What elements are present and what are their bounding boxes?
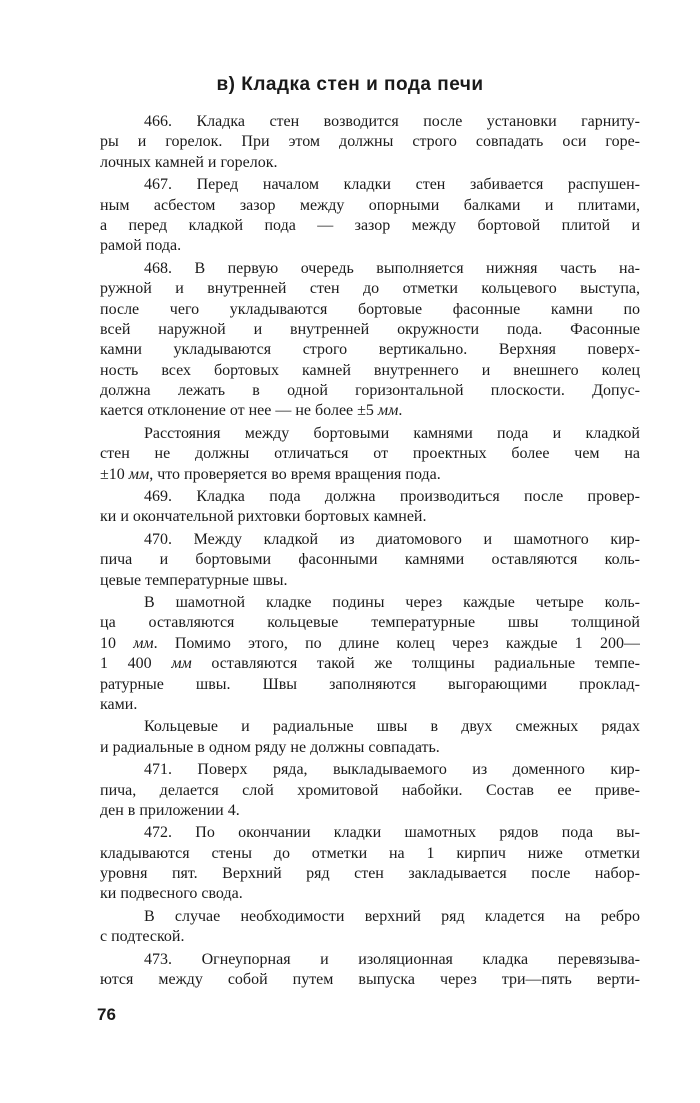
text-line: В шамотной кладке подины через каждые четыре коль- [144,593,640,611]
text-line: камни укладываются строго вертикально. Верхняя поверх- [100,341,640,359]
text-line: Расстояния между бортовыми камнями пода и кладкой [144,424,640,442]
text-line: 469. Кладка пода должна производиться после провер- [144,488,640,506]
page-number: 76 [97,1005,116,1024]
text-line: уровня пят. Верхний ряд стен закладывается после набор- [100,865,640,883]
text-line: после чего укладываются бортовые фасонные камни по [100,300,640,318]
body-text [100,113,640,991]
text-line: ратурные швы. Швы заполняются выгорающими проклад- [100,675,640,693]
text-line: 470. Между кладкой из диатомового и шамотного кир- [144,530,640,548]
text-line: 10 мм. Помимо этого, по длине колец через каждые 1 200— [100,634,640,652]
text-line: ются между собой путем выпуска через три—пять верти- [100,971,640,989]
text-line: 471. Поверх ряда, выкладываемого из доменного кир- [144,761,640,779]
text-line: 467. Перед началом кладки стен забивается распушен- [144,176,640,194]
text-line: и радиальные в одном ряду не должны совпадать. [100,738,440,756]
paragraph [100,176,640,258]
text-line: 472. По окончании кладки шамотных рядов пода вы- [144,824,640,842]
paragraph [100,951,640,992]
text-line: Кольцевые и радиальные швы в двух смежных рядах [144,718,640,736]
text-line: пича и бортовыми фасонными камнями оставляются коль- [100,551,640,569]
text-line: ца оставляются кольцевые температурные швы толщиной [100,614,640,632]
section-title: в) Кладка стен и пода печи [216,74,484,95]
paragraph [100,824,640,906]
paragraph [100,718,640,759]
text-line: ным асбестом зазор между опорными балками и плитами, [100,196,640,214]
text-line: 468. В первую очередь выполняется нижняя часть на- [144,259,640,277]
text-line: пича, делается слой хромитовой набойки. Состав ее приве- [100,781,640,799]
text-line: кладываются стены до отметки на 1 кирпич ниже отметки [100,844,640,862]
paragraph [100,531,640,592]
text-line: В случае необходимости верхний ряд кладется на ребро [144,907,640,925]
text-line: кается отклонение от нее — не более ±5 мм. [100,402,403,420]
text-line: ки подвесного свода. [100,885,243,903]
text-line: ки и окончательной рихтовки бортовых камней. [100,508,427,526]
text-line: ры и горелок. При этом должны строго совпадать оси горе- [100,133,640,151]
text-line: ружной и внутренней стен до отметки кольцевого выступа, [100,280,640,298]
paragraph [100,761,640,822]
paragraph [100,908,640,949]
paragraph [100,113,640,174]
text-line: с подтеской. [100,928,185,946]
paragraph [100,260,640,423]
paragraph [100,488,640,529]
text-line: цевые температурные швы. [100,571,288,589]
text-line: ками. [100,695,138,713]
text-line: ±10 мм, что проверяется во время вращения пода. [100,465,441,483]
paragraph [100,425,640,486]
text-line: всей наружной и внутренней окружности пода. Фасонные [100,320,640,338]
text-line: 1 400 мм оставляются такой же толщины радиальные темпе- [100,655,640,673]
text-line: ден в приложении 4. [100,801,240,819]
text-line: ность всех бортовых камней внутреннего и внешнего колец [100,361,640,379]
text-line: 473. Огнеупорная и изоляционная кладка перевязыва- [144,950,640,968]
text-line: лочных камней и горелок. [100,153,278,171]
paragraph [100,594,640,716]
text-line: должна лежать в одной горизонтальной плоскости. Допус- [100,382,640,400]
text-line: рамой пода. [100,237,182,255]
text-line: 466. Кладка стен возводится после установки гарниту- [144,113,640,130]
text-line: стен не должны отличаться от проектных более чем на [100,445,640,463]
text-line: а перед кладкой пода — зазор между бортовой плитой и [100,216,640,234]
